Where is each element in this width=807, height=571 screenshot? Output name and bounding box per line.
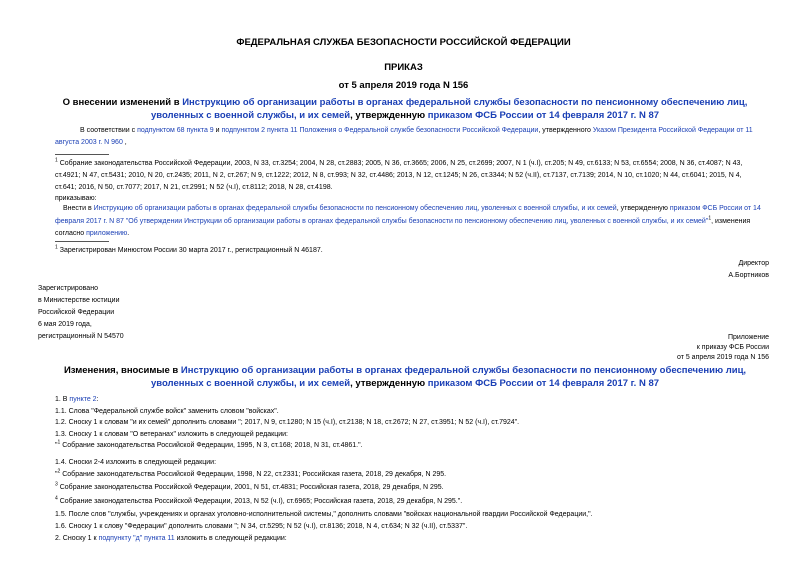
changes-list	[55, 394, 775, 544]
appendix-reference: Приложение к приказу ФСБ России от 5 апреля 2019 года N 156	[676, 334, 769, 361]
paragraph-2-link[interactable]: пункте 2	[69, 396, 97, 403]
fsb-regulation-link[interactable]: подпунктом 2 пункта 11 Положения о Федеральной службе безопасности Российской Федерации	[221, 127, 539, 134]
signature-name: А.Бортников	[728, 272, 769, 279]
order-87-link-2[interactable]: приказом ФСБ России от 14	[669, 205, 761, 212]
signature-block	[728, 258, 769, 282]
change-1-4-a: "$^2$ Собрание законодательства Российской Федерации, 1998, N 22, ст.2331; Российская газета, 2018, 29 декабря, N 295.	[55, 468, 447, 478]
footnote-1: $^1$ Собрание законодательства Российской Федерации, 2003, N 33, ст.3254; 2004, N 28, ст.2883; 2005, N 36, ст.3665; 2006, N 25, ст.2699; 2007, N 1 (ч.I), ст.205; N 49, ст.6133; N 53, ст.6554; 2008, N 36, ст.4087; N 43, ст.4921; N 47, ст.5431; 2010, N 20, ст.2435; 2011, N 2, ст.267; N 9, ст.1222; 2012, N 8, ст.993; N 32, ст.4486; 2013, N 12, ст.1245; N 26, ст.3344; N 52 (ч.II), ст.7137, ст.7139; 2014, N 10, ст.1020; N 44, ст.6041; 2015, N 4, ст.641; 2016, N 50, ст.7077; 2017, N 21, ст.2991; N 52 (ч.I), ст.8112; 2018, N 28, ст.4198.	[55, 157, 743, 191]
change-1-3-quote: "$^1$ Собрание законодательства Российской Федерации, 1995, N 3, ст.168; 2018, N 31, ст.4861.".	[55, 440, 363, 450]
instruction-link-3[interactable]: Инструкцию об организации работы в органах федеральной службы безопасности по пенсионному обеспечению лиц, уволенных с военной службы, и их семей	[150, 365, 747, 389]
signature-role: Директор	[738, 260, 769, 267]
change-1-1: 1.1. Слова "Федеральной службе войск" заменить словом "войсках".	[55, 407, 279, 415]
change-1-3: 1.3. Сноску 1 к словам "О ветеранах" изложить в следующей редакции:	[55, 430, 288, 438]
order-87-link-3[interactable]: февраля 2017 г. N 87	[55, 217, 124, 225]
order-title: О внесении изменений в Инструкцию об организации работы в органах федеральной службы безопасности по пенсионному обеспечению лиц, уволенных с военной службы, и их семей, утвержденную приказом ФСБ России от 14 февраля 2017 г. N 87	[62, 97, 748, 121]
subparagraph-68-link[interactable]: подпунктом 68 пункта 9	[137, 127, 214, 134]
doc-type: ПРИКАЗ	[384, 62, 423, 73]
order-87-title-link[interactable]: "Об утверждении Инструкции об организации работы в органах федеральной службы безопасности по пенсионному обеспечению лиц, уволенных с военной службы, и их семей"	[123, 217, 709, 225]
registration-block: Зарегистрировано в Министерстве юстиции Российской Федерации 6 мая 2019 года, регистрационный N 54570	[38, 285, 124, 340]
change-2: 2. Сноску 1 к подпункту "д" пункта 11 изложить в следующей редакции:	[55, 534, 287, 542]
subparagraph-d-link[interactable]: подпункту "д" пункта 11	[98, 534, 175, 542]
order-text: Внести в Инструкцию об организации работы в органах федеральной службы безопасности по пенсионному обеспечению лиц, уволенных с военной службы, и их семей, утвержденную приказом ФСБ России от 14 февраля 2017 г. N 87 "Об утверждении Инструкции об организации работы в органах федеральной службы безопасности по пенсионному обеспечению лиц, уволенных с военной службы, и их семей"$^1$, изменения согласно приложению.	[55, 205, 761, 237]
instruction-link[interactable]: Инструкцию об организации работы в органах федеральной службы безопасности по пенсионному обеспечению лиц, уволенных с военной службы, и их семей	[150, 97, 748, 121]
changes-title: Изменения, вносимые в Инструкцию об организации работы в органах федеральной службы безопасности по пенсионному обеспечению лиц, уволенных с военной службы, и их семей, утвержденную приказом ФСБ России от 14 февраля 2017 г. N 87	[63, 365, 747, 389]
order-87-link-4[interactable]: приказом ФСБ России от 14 февраля 2017 г. N 87	[427, 378, 660, 389]
change-1-2: 1.2. Сноску 1 к словам "и их семей" дополнить словами "; 2017, N 9, ст.1280; N 15 (ч.I), ст.2138; N 18, ст.2672; N 27, ст.3951; N 52 (ч.I), ст.7924".	[55, 419, 520, 427]
order-87-link[interactable]: приказом ФСБ России от 14 февраля 2017 г. N 87	[427, 110, 660, 121]
change-1: 1. В пункте 2:	[55, 396, 99, 403]
instruction-link-2[interactable]: Инструкцию об организации работы в органах федеральной службы безопасности по пенсионному обеспечению лиц, уволенных с военной службы, и их семей	[93, 205, 617, 212]
orders-word: приказываю:	[55, 195, 97, 202]
appendix-link[interactable]: приложению	[86, 230, 128, 237]
change-1-5: 1.5. После слов "службы, учреждениях и органах уголовно-исполнительной системы," дополнить словами "войсках национальной гвардии Российской Федерации,".	[55, 511, 593, 519]
change-1-4-b: $^3$ Собрание законодательства Российской Федерации, 2001, N 51, ст.4831; Российская газета, 2018, 29 декабря, N 295.	[55, 481, 444, 492]
footnote-separator-2	[55, 241, 109, 242]
agency-heading: ФЕДЕРАЛЬНАЯ СЛУЖБА БЕЗОПАСНОСТИ РОССИЙСКОЙ ФЕДЕРАЦИИ	[236, 37, 571, 48]
change-1-6: 1.6. Сноску 1 к слову "Федерации" дополнить словами "; N 34, ст.5295; N 52 (ч.I), ст.8136; 2018, N 4, ст.634; N 32 (ч.II), ст.5337".	[55, 522, 468, 530]
order-date-number: от 5 апреля 2019 года N 156	[338, 80, 469, 91]
presidential-decree-link[interactable]: Указом Президента Российской Федерации от 11 августа 2003 г. N 960	[55, 127, 753, 146]
preamble: В соответствии с подпунктом 68 пункта 9 и подпунктом 2 пункта 11 Положения о Федеральной службе безопасности Российской Федерации, утвержденного Указом Президента Российской Федерации от 11 августа 2003 г. N 960 ,	[55, 127, 753, 146]
change-1-4: 1.4. Сноски 2-4 изложить в следующей редакции:	[55, 458, 217, 466]
footnote-2: $^1$ Зарегистрирован Минюстом России 30 марта 2017 г., регистрационный N 46187.	[55, 244, 323, 254]
change-1-4-c: $^4$ Собрание законодательства Российской Федерации, 2013, N 52 (ч.I), ст.6965; Российская газета, 2018, 29 декабря, N 295.".	[55, 495, 463, 505]
footnote-separator	[55, 154, 109, 155]
